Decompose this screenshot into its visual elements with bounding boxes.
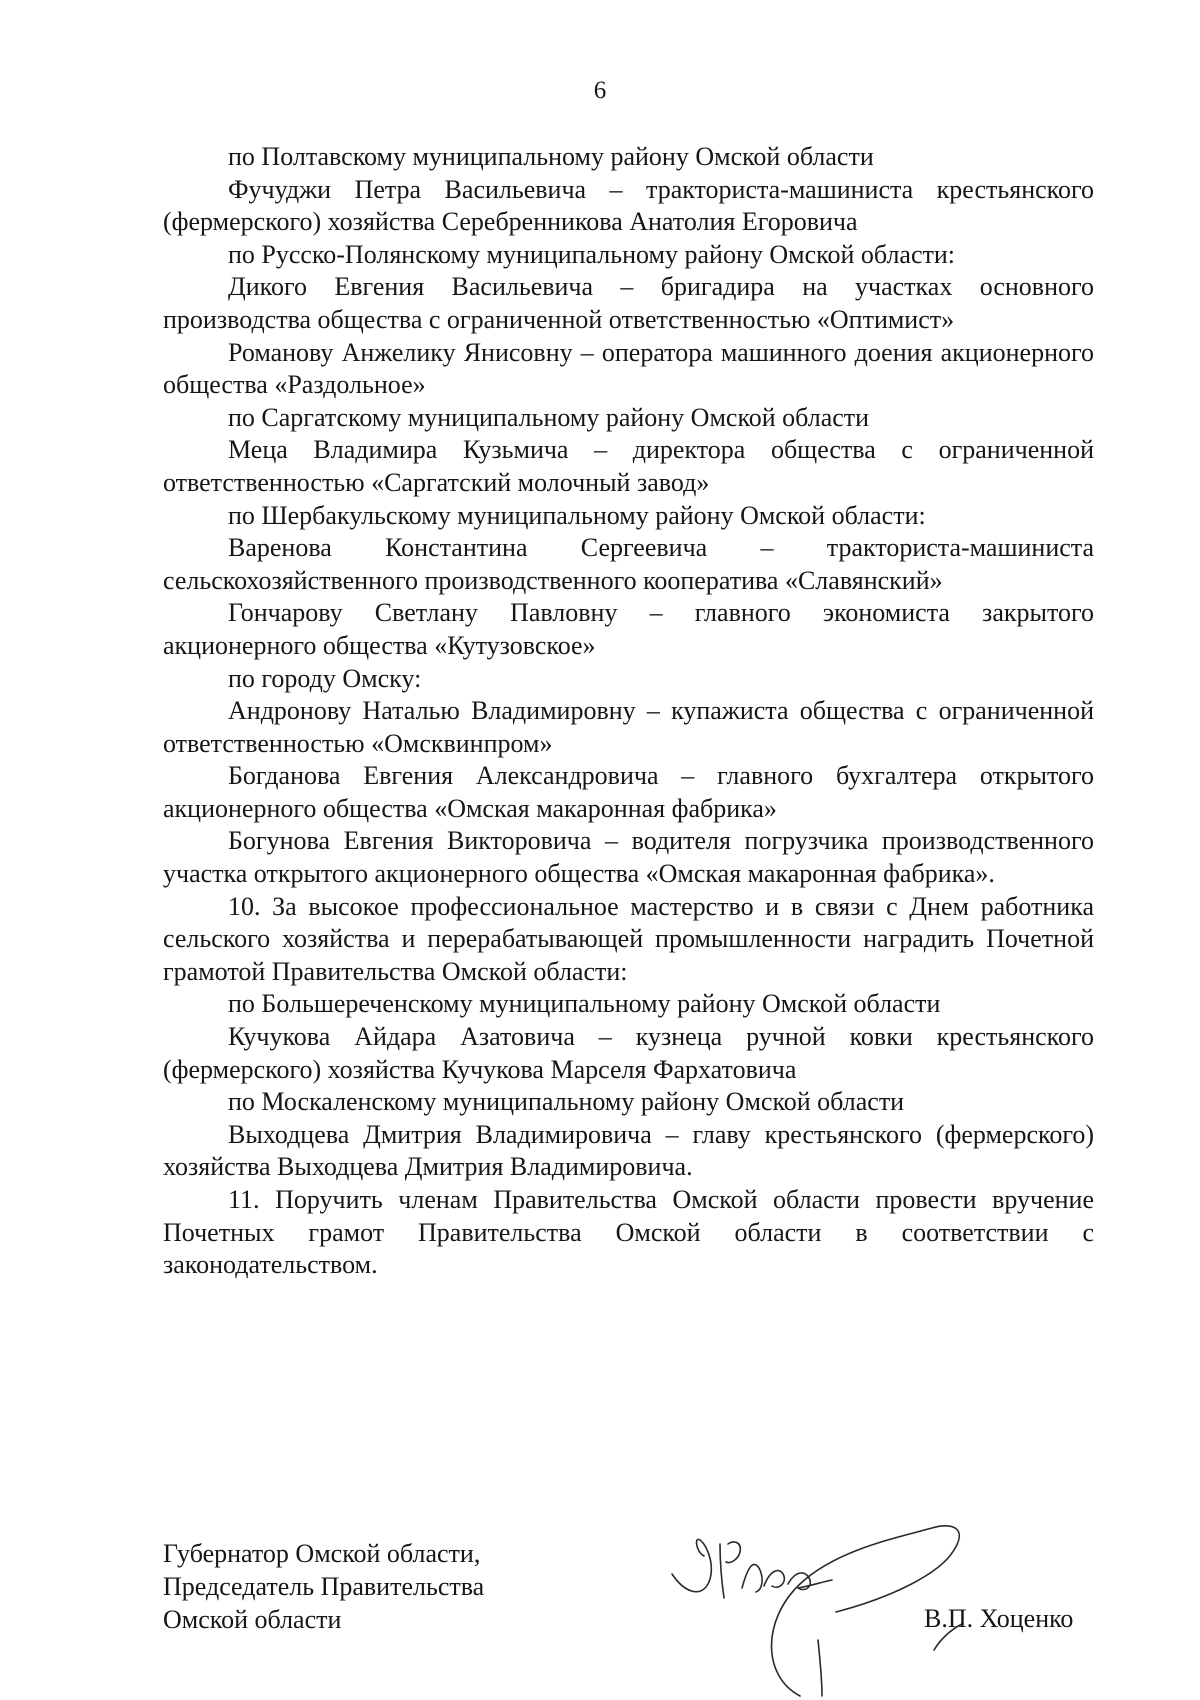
signatory-title [163,1537,484,1636]
paragraph-awardee-varenov: Варенова Константина Сергеевича – тракториста-машиниста сельскохозяйственного производственного кооператива «Славянский» [163,533,1094,595]
paragraph-awardee-mets: Меца Владимира Кузьмича – директора общества с ограниченной ответственностью «Саргатский молочный завод» [163,435,1094,497]
paragraph-awardee-vykhodtsev: Выходцева Дмитрия Владимировича – главу крестьянского (фермерского) хозяйства Выходцева Дмитрия Владимировича. [163,1119,1094,1182]
paragraph-awardee-dikiy: Дикого Евгения Васильевича – бригадира на участках основного производства общества с ограниченной ответственностью «Оптимист» [163,272,1094,334]
paragraph-awardee-romanova: Романову Анжелику Янисовну – оператора машинного доения акционерного общества «Раздольное» [163,337,1094,400]
paragraph-district-poltavsky: по Полтавскому муниципальному району Омской области [228,142,874,171]
paragraph-district-omsk-city: по городу Омску: [228,663,422,693]
paragraph-district-bolsherechensky: по Большереченскому муниципальному району Омской области [228,989,941,1019]
paragraph-awardee-kuchukov: Кучукова Айдара Азатовича – кузнеца ручной ковки крестьянского (фермерского) хозяйства Кучукова Марселя Фархатовича [163,1022,1094,1084]
signatory-title-line: Председатель Правительства [163,1572,485,1601]
paragraph-district-russko-polyansky: по Русско-Полянскому муниципальному району Омской области: [228,239,956,269]
paragraph-district-sherbakulsky: по Шербакульскому муниципальному району Омской области: [228,500,926,530]
paragraph-district-moskalensky: по Москаленскому муниципальному району Омской области [228,1087,905,1117]
paragraph-awardee-andronova: Андронову Наталью Владимировну – купажиста общества с ограниченной ответственностью «Омсквинпром» [163,696,1094,758]
paragraph-clause-10: 10. За высокое профессиональное мастерство и в связи с Днем работника сельского хозяйства и перерабатывающей промышленности наградить Почетной грамотой Правительства Омской области: [163,891,1094,986]
paragraph-awardee-bogdanov: Богданова Евгения Александровича – главного бухгалтера открытого акционерного общества «Омская макаронная фабрика» [163,761,1094,823]
decree-body [163,141,1094,1282]
paragraph-clause-11: 11. Поручить членам Правительства Омской области провести вручение Почетных грамот Правительства Омской области в соответствии с законодательством. [163,1185,1094,1280]
signatory-title-line: Губернатор Омской области, [163,1539,481,1568]
signatory-title-line: Омской области [163,1605,342,1634]
paragraph-awardee-fuchudzhi: Фучуджи Петра Васильевича – тракториста-машиниста крестьянского (фермерского) хозяйства Серебренникова Анатолия Егоровича [163,174,1094,237]
paragraph-awardee-goncharova: Гончарову Светлану Павловну – главного экономиста закрытого акционерного общества «Кутузовское» [163,598,1094,660]
handwritten-signature [650,1500,1050,1700]
paragraph-awardee-bogunov: Богунова Евгения Викторовича – водителя погрузчика производственного участка открытого акционерного общества «Омская макаронная фабрика». [163,826,1094,889]
signatory-name: В.П. Хоценко [924,1604,1074,1633]
paragraph-district-sargatsky: по Саргатскому муниципальному району Омской области [228,402,870,432]
page-number: 6 [593,77,607,104]
